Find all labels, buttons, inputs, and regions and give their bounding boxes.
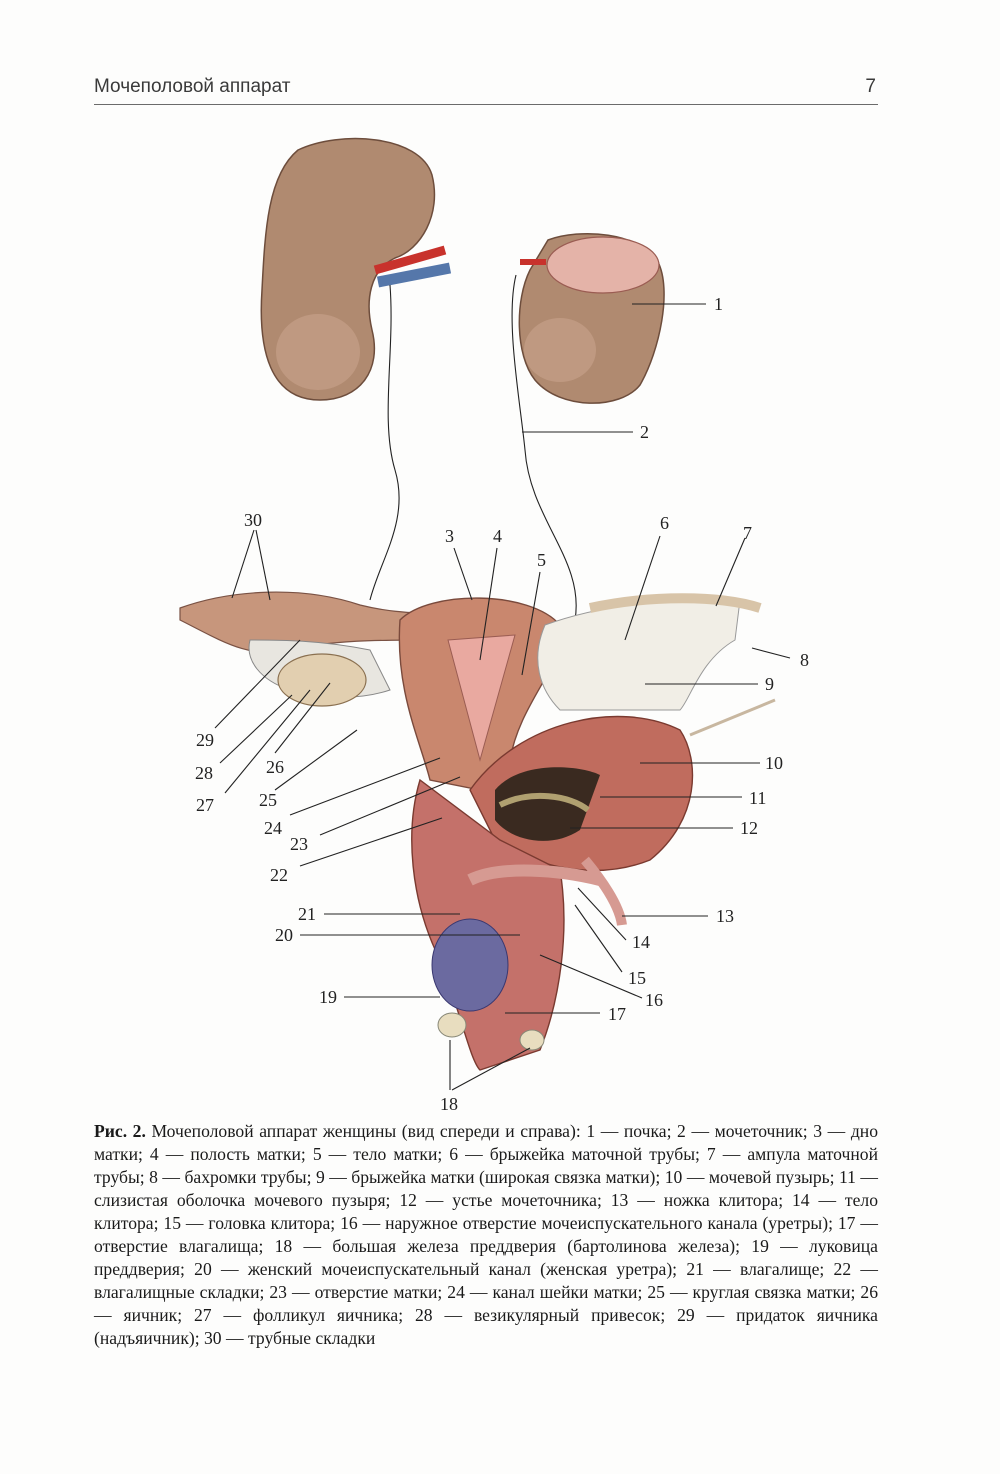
label-25: 25: [259, 790, 277, 810]
label-2: 2: [640, 422, 649, 442]
label-10: 10: [765, 753, 783, 773]
label-27: 27: [196, 795, 214, 815]
leader-line-27: [225, 690, 310, 793]
label-3: 3: [445, 526, 454, 546]
label-29: 29: [196, 730, 214, 750]
leader-line-7: [716, 538, 745, 606]
label-18: 18: [440, 1094, 458, 1114]
label-1: 1: [714, 294, 723, 314]
label-21: 21: [298, 904, 316, 924]
label-12: 12: [740, 818, 758, 838]
kidney-left-drawing: [261, 139, 450, 400]
label-16: 16: [645, 990, 663, 1010]
caption-prefix: Рис. 2.: [94, 1121, 146, 1141]
figure-caption: [94, 1120, 878, 1350]
leader-line-25: [275, 730, 357, 790]
caption-text: Мочеполовой аппарат женщины (вид спереди и справа): 1 — почка; 2 — мочеточник; 3 — дно матки; 4 — полость матки; 5 — тело матки; 6 — брыжейка маточной трубы; 7 — ампула маточной трубы; 8 — бахромки трубы; 9 — брыжейка матки (широкая связка матки); 10 — мочевой пузырь; 11 — слизистая оболочка мочевого пузыря; 12 — устье мочеточника; 13 — ножка клитора; 14 — тело клитора; 15 — головка клитора; 16 — наружное отверстие мочеиспускательного канала (уретры); 17 — отверстие влагалища; 18 — большая железа преддверия (бартолинова железа); 19 — луковица преддверия; 20 — женский мочеиспускательный канал (женская уретра); 21 — влагалище; 22 — влагалищные складки; 23 — отверстие матки; 24 — канал шейки матки; 25 — круглая связка матки; 26 — яичник; 27 — фолликул яичника; 28 — везикулярный привесок; 29 — придаток яичника (надъяичник); 30 — трубные складки: [94, 1121, 878, 1348]
kidney-right-drawing: [519, 234, 664, 403]
leader-line-3: [454, 548, 472, 600]
leader-line-28: [220, 695, 292, 763]
label-8: 8: [800, 650, 809, 670]
page-number: 7: [865, 76, 876, 97]
label-5: 5: [537, 550, 546, 570]
label-20: 20: [275, 925, 293, 945]
label-26: 26: [266, 757, 284, 777]
label-30: 30: [244, 510, 262, 530]
label-15: 15: [628, 968, 646, 988]
label-17: 17: [608, 1004, 626, 1024]
label-13: 13: [716, 906, 734, 926]
leader-line-30a: [232, 530, 254, 598]
label-23: 23: [290, 834, 308, 854]
label-6: 6: [660, 513, 669, 533]
label-19: 19: [319, 987, 337, 1007]
broad-ligament-drawing: [538, 598, 760, 710]
label-14: 14: [632, 932, 650, 952]
label-9: 9: [765, 674, 774, 694]
ureter-left-drawing: [370, 285, 399, 600]
leader-line-8: [752, 648, 790, 658]
label-28: 28: [195, 763, 213, 783]
label-7: 7: [743, 523, 752, 543]
leader-line-30b: [256, 530, 270, 600]
label-4: 4: [493, 526, 502, 546]
label-22: 22: [270, 865, 288, 885]
label-11: 11: [749, 788, 767, 808]
running-header-title: Мочеполовой аппарат: [94, 76, 291, 97]
label-24: 24: [264, 818, 282, 838]
